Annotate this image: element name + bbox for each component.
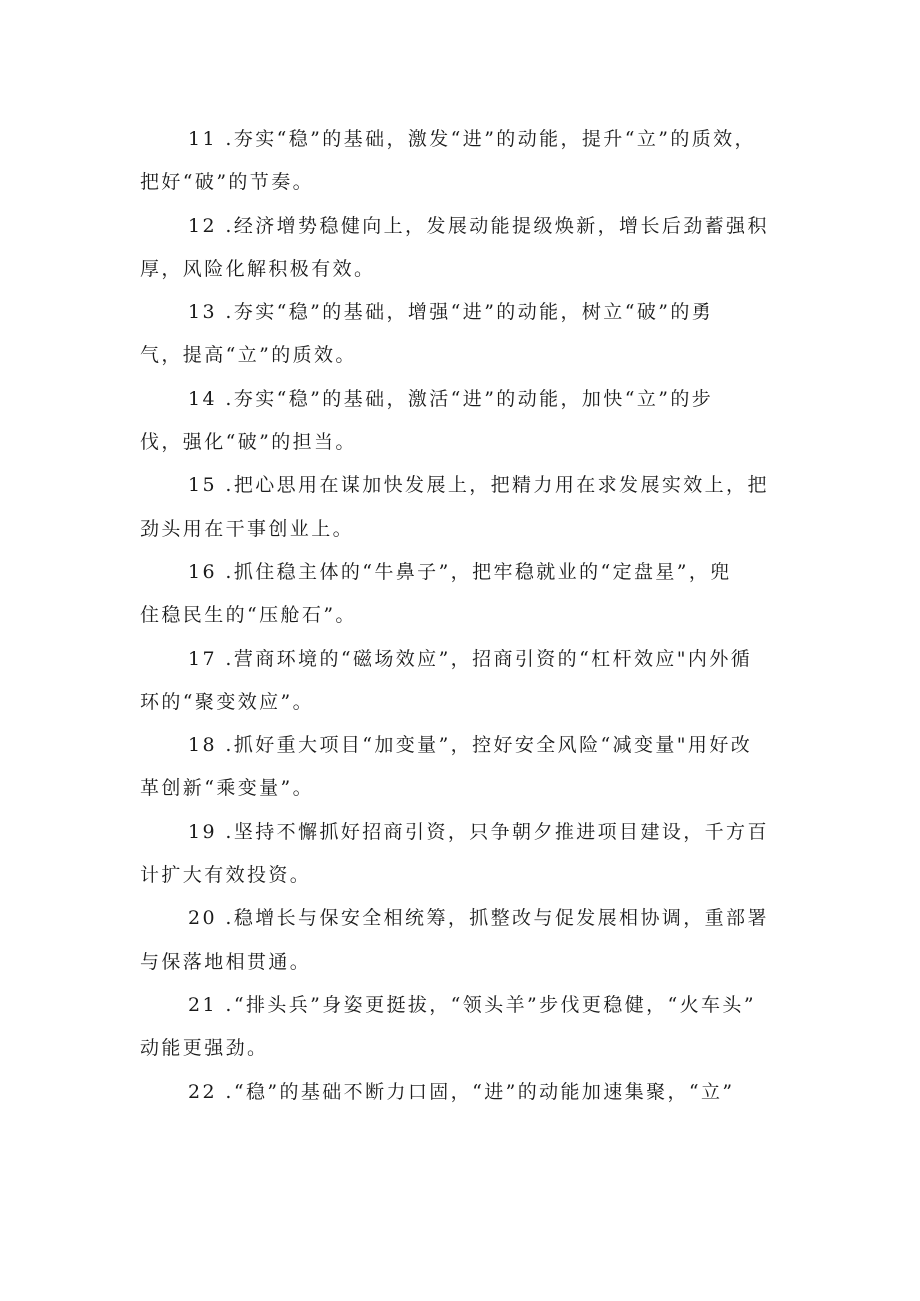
list-item	[140, 724, 810, 811]
list-item-line: 20 .稳增长与保安全相统筹，抓整改与促发展相协调，重部署	[188, 907, 769, 930]
list-item-line: 15 .把心思用在谋加快发展上，把精力用在求发展实效上，把	[188, 474, 769, 497]
list-item	[140, 378, 810, 465]
list-item	[140, 118, 810, 205]
list-item-line: 住稳民生的“压舱石”。	[140, 604, 357, 627]
list-item	[140, 984, 810, 1071]
list-item	[140, 638, 810, 725]
document-body	[140, 118, 810, 1114]
list-item-line: 厚，风险化解积极有效。	[140, 257, 376, 280]
list-item-line: 革创新“乘变量”。	[140, 777, 315, 800]
list-item-line: 环的“聚变效应”。	[140, 690, 315, 713]
list-item-line: 17 .营商环境的“磁场效应”，招商引资的“杠杆效应"内外循	[188, 647, 753, 670]
list-item-line: 21 .“排头兵”身姿更挺拔，“领头羊”步伐更稳健，“火车头”	[188, 993, 756, 1016]
list-item-line: 18 .抓好重大项目“加变量”，控好安全风险“减变量"用好改	[188, 734, 753, 757]
list-item	[140, 897, 810, 984]
list-item-line: 计扩大有效投资。	[140, 864, 312, 887]
list-item-line: 与保落地相贯通。	[140, 950, 312, 973]
list-item-line: 11 .夯实“稳”的基础，激发“进”的动能，提升“立”的质效，	[188, 128, 756, 150]
list-item	[140, 291, 810, 378]
list-item-line: 16 .抓住稳主体的“牛鼻子”，把牢稳就业的“定盘星”，兜	[188, 560, 732, 583]
list-item	[140, 1071, 810, 1114]
list-item	[140, 551, 810, 638]
list-item-line: 13 .夯实“稳”的基础，增强“进”的动能，树立“破”的勇	[188, 301, 714, 324]
list-item-line: 伐，强化“破”的担当。	[140, 431, 357, 454]
list-item-line: 14 .夯实“稳”的基础，激活“进”的动能，加快“立”的步	[188, 387, 714, 410]
list-item-line: 动能更强劲。	[140, 1037, 269, 1060]
list-item	[140, 205, 810, 292]
list-item-line: 22 .“稳”的基础不断力口固，“进”的动能加速集聚，“立”	[188, 1080, 735, 1103]
list-item	[140, 464, 810, 551]
list-item-line: 气，提高“立”的质效。	[140, 344, 357, 367]
list-item-line: 劲头用在干事创业上。	[140, 517, 355, 540]
list-item-line: 把好“破”的节奏。	[140, 171, 315, 194]
list-item-line: 19 .坚持不懈抓好招商引资，只争朝夕推进项目建设，千方百	[188, 820, 769, 843]
list-item	[140, 811, 810, 898]
list-item-line: 12 .经济增势稳健向上，发展动能提级焕新，增长后劲蓄强积	[188, 214, 769, 237]
